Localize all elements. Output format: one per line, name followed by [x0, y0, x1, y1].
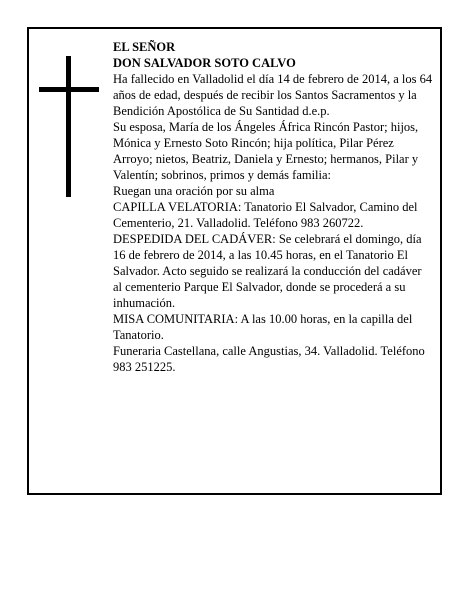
mass-info: MISA COMUNITARIA: A las 10.00 horas, en la capilla del Tanatorio.	[113, 312, 413, 342]
family-list: Su esposa, María de los Ángeles África Rincón Pastor; hijos, Mónica y Ernesto Soto Rincón; hija política, Pilar Pérez Arroyo; nietos, Beatriz, Daniela y Ernesto; hermanos, Pilar y Valentín; sobrinos, primos y demás familia:	[113, 120, 419, 182]
death-announcement: Ha fallecido en Valladolid el día 14 de febrero de 2014, a los 64 años de edad, después de recibir los Santos Sacramentos y la Bendición Apostólica de Su Santidad d.e.p.	[113, 72, 433, 118]
cross-horizontal-bar	[39, 87, 99, 92]
obituary-heading: EL SEÑOR	[113, 40, 176, 54]
funeral-home-info: Funeraria Castellana, calle Angustias, 34. Valladolid. Teléfono 983 251225.	[113, 344, 425, 374]
funeral-chapel-info: CAPILLA VELATORIA: Tanatorio El Salvador, Camino del Cementerio, 21. Valladolid. Teléfono 983 260722.	[113, 200, 418, 230]
obituary-text	[113, 39, 433, 375]
farewell-info: DESPEDIDA DEL CADÁVER: Se celebrará el domingo, día 16 de febrero de 2014, a las 10.45 horas, en el Tanatorio El Salvador. Acto seguido se realizará la conducción del cadáver al cementerio Parque El Salvador, donde se procederá a su inhumación.	[113, 232, 422, 310]
deceased-name: DON SALVADOR SOTO CALVO	[113, 56, 296, 70]
prayer-request: Ruegan una oración por su alma	[113, 184, 275, 198]
cross-vertical-bar	[66, 56, 71, 197]
